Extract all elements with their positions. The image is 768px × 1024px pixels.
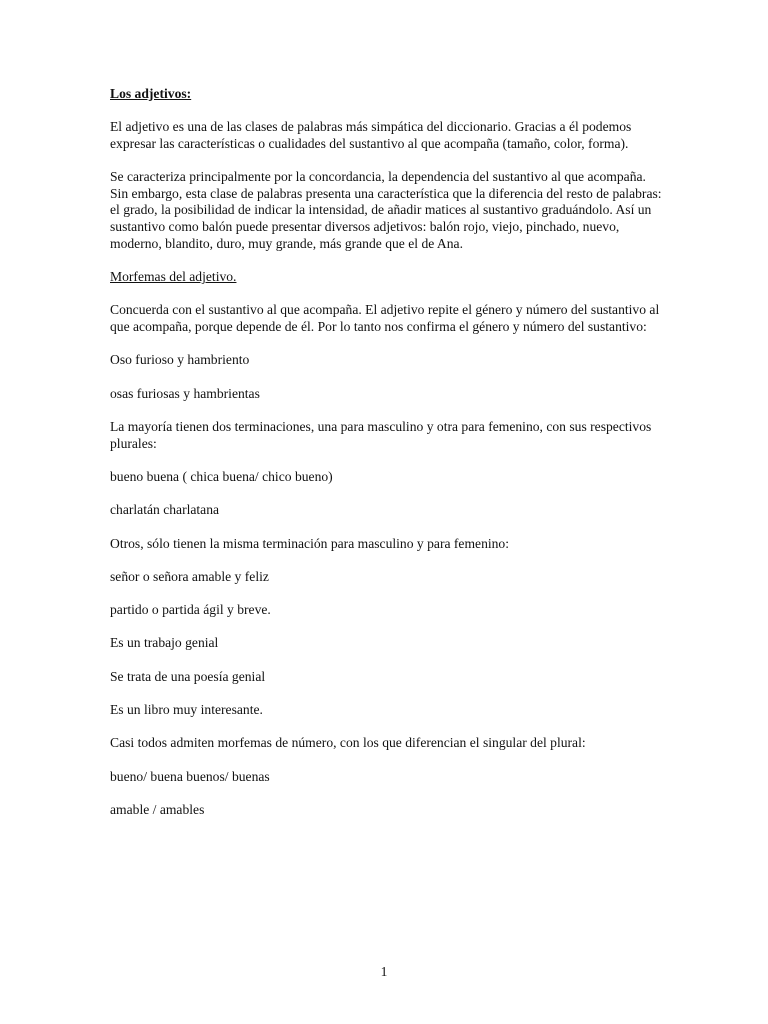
paragraph-concordancia: Se caracteriza principalmente por la concordancia, la dependencia del sustantivo al que acompaña. Sin embargo, esta clase de palabras presenta una característica que la diferencia del resto de palabras: el grado, la posibilidad de indicar la intensidad, de añadir matices al sustantivo graduándolo. Así un sustantivo como balón puede presentar diversos adjetivos: balón rojo, viejo, pinchado, nuevo, moderno, blandito, duro, muy grande, más grande que el de Ana. bbox=[110, 168, 662, 252]
example-line: Oso furioso y hambriento bbox=[110, 352, 250, 368]
document-body bbox=[110, 86, 665, 835]
section-title-morfemas: Morfemas del adjetivo. bbox=[110, 269, 237, 285]
paragraph-concuerda: Concuerda con el sustantivo al que acompaña. El adjetivo repite el género y número del sustantivo al que acompaña, porque depende de él. Por lo tanto nos confirma el género y número del sustantivo: bbox=[110, 302, 660, 334]
example-line: osas furiosas y hambrientas bbox=[110, 385, 260, 401]
paragraph-terminaciones: La mayoría tienen dos terminaciones, una para masculino y otra para femenino, con sus respectivos plurales: bbox=[110, 418, 652, 451]
example-line: bueno/ buena buenos/ buenas bbox=[110, 768, 270, 784]
example-line: bueno buena ( chica buena/ chico bueno) bbox=[110, 468, 333, 484]
example-line: Es un trabajo genial bbox=[110, 635, 219, 651]
example-line: charlatán charlatana bbox=[110, 502, 220, 518]
paragraph-intro bbox=[110, 119, 665, 153]
example-line: señor o señora amable y feliz bbox=[110, 568, 269, 584]
example-line: Es un libro muy interesante. bbox=[110, 702, 263, 718]
example-line: Se trata de una poesía genial bbox=[110, 668, 266, 684]
document-title: Los adjetivos: bbox=[110, 86, 192, 101]
example-line: partido o partida ágil y breve. bbox=[110, 602, 271, 618]
example-line: amable / amables bbox=[110, 801, 205, 817]
page-number: 1 bbox=[380, 964, 388, 979]
paragraph-otros: Otros, sólo tienen la misma terminación para masculino y para femenino: bbox=[110, 535, 510, 551]
paragraph-numero: Casi todos admiten morfemas de número, con los que diferencian el singular del plural: bbox=[110, 735, 586, 751]
paragraph-intro-text: El adjetivo es una de las clases de palabras más simpática del diccionario. Gracias a él podemos expresar las características o cualidades del sustantivo al que acompaña (tamaño, color, forma). bbox=[110, 118, 632, 151]
